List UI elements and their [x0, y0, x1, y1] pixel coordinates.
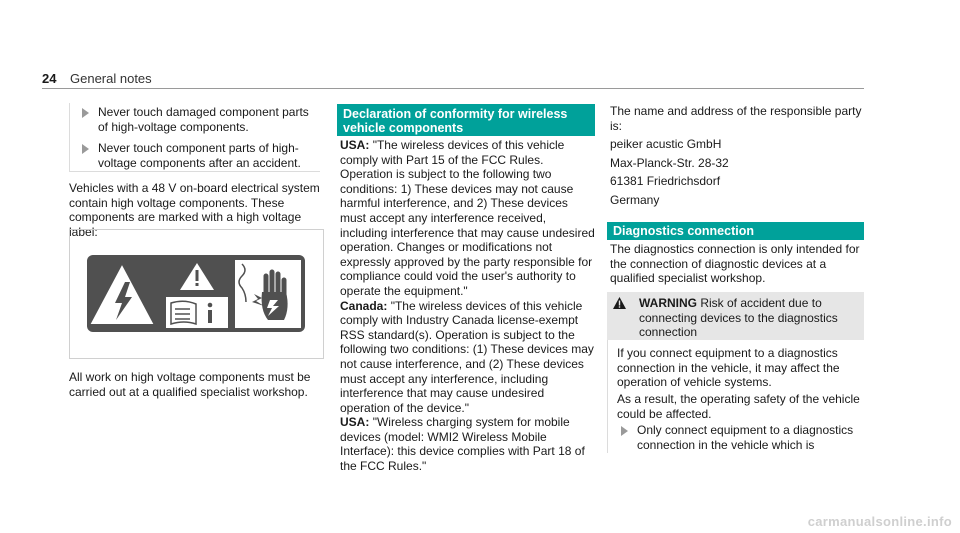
bullet-arrow-icon	[82, 144, 89, 154]
address-line: 61381 Friedrichsdorf	[610, 174, 721, 188]
conformity-body	[340, 138, 595, 474]
warning-text: Risk of accident due to connecting devices to the diagnostics connection	[639, 296, 838, 340]
warning-triangle-icon	[613, 297, 626, 309]
canada-paragraph	[340, 299, 595, 416]
address-line: peiker acustic GmbH	[610, 137, 722, 151]
diagnostics-paragraph-2: As a result, the operating safety of the vehicle could be affected.	[617, 392, 860, 421]
workshop-note: All work on high voltage components must be carried out at a qualified specialist workshop.	[69, 370, 311, 399]
diagnostics-paragraph-1: If you connect equipment to a diagnostics connection in the vehicle, it may affect the operation of vehicle systems.	[617, 346, 840, 390]
usa2-text: "Wireless charging system for mobile devices (model: WMI2 Wireless Mobile Interface): this device complies with Part 18 of the FCC Rules."	[340, 415, 585, 474]
warning-label: WARNING	[639, 296, 697, 310]
header-rule	[42, 88, 864, 89]
diagnostics-intro: The diagnostics connection is only intended for the connection of diagnostic devices at a qualified specialist workshop.	[610, 242, 860, 286]
usa-wireless-charging-paragraph	[340, 415, 595, 473]
warning-box	[607, 292, 864, 340]
bullet-text: Never touch component parts of high-voltage components after an accident.	[98, 141, 301, 170]
high-voltage-label-image	[70, 230, 323, 358]
canada-text: "The wireless devices of this vehicle comply with Industry Canada license-exempt RSS standard(s). Operation is subject to the following two conditions: (1) These devices may not cause interference, and (2) These devices must accept any interference, including interference that may cause undesired operation of the device."	[340, 298, 594, 415]
warning-side-rule	[607, 340, 608, 453]
address-line: Max-Planck-Str. 28-32	[610, 155, 729, 170]
usa-text: "The wireless devices of this vehicle comply with Part 15 of the FCC Rules. Operation is subject to the following two conditions: 1) These devices may not cause harmful interference, and 2) These devices must accept any interference received, including interference that may cause undesired operation. Changes or modifications not expressly approved by the party responsible for compliance could void the user's authority to operate the equipment."	[340, 138, 595, 298]
bullet-item	[70, 105, 320, 134]
address-line: Germany	[610, 192, 660, 207]
bullet-arrow-icon	[621, 426, 628, 436]
bullet-text: Only connect equipment to a diagnostics connection in the vehicle which is	[637, 423, 854, 452]
responsible-party-intro: The name and address of the responsible party is:	[610, 104, 862, 133]
watermark-logo: carmanualsonline.info	[807, 514, 952, 529]
canada-label: Canada:	[340, 298, 388, 313]
bullet-arrow-icon	[82, 108, 89, 118]
safety-bullets	[69, 103, 320, 172]
conformity-heading: Declaration of conformity for wireless vehicle components	[337, 104, 595, 136]
page-number: 24	[42, 71, 57, 86]
usa-label: USA:	[340, 138, 370, 152]
usa-paragraph	[340, 138, 595, 299]
warning-message	[639, 296, 859, 340]
page-section-title: General notes	[70, 71, 152, 86]
responsible-party-address	[610, 135, 862, 209]
diagnostics-heading: Diagnostics connection	[607, 222, 864, 240]
usa2-label: USA:	[340, 415, 370, 430]
high-voltage-label-figure	[69, 229, 324, 359]
bullet-text: Never touch damaged component parts of high-voltage components.	[98, 105, 309, 134]
diagnostics-bullet	[609, 423, 890, 452]
high-voltage-intro: Vehicles with a 48 V on-board electrical system contain high voltage components. These components are marked with a high voltage label:	[69, 181, 320, 239]
bullet-item	[70, 141, 320, 170]
